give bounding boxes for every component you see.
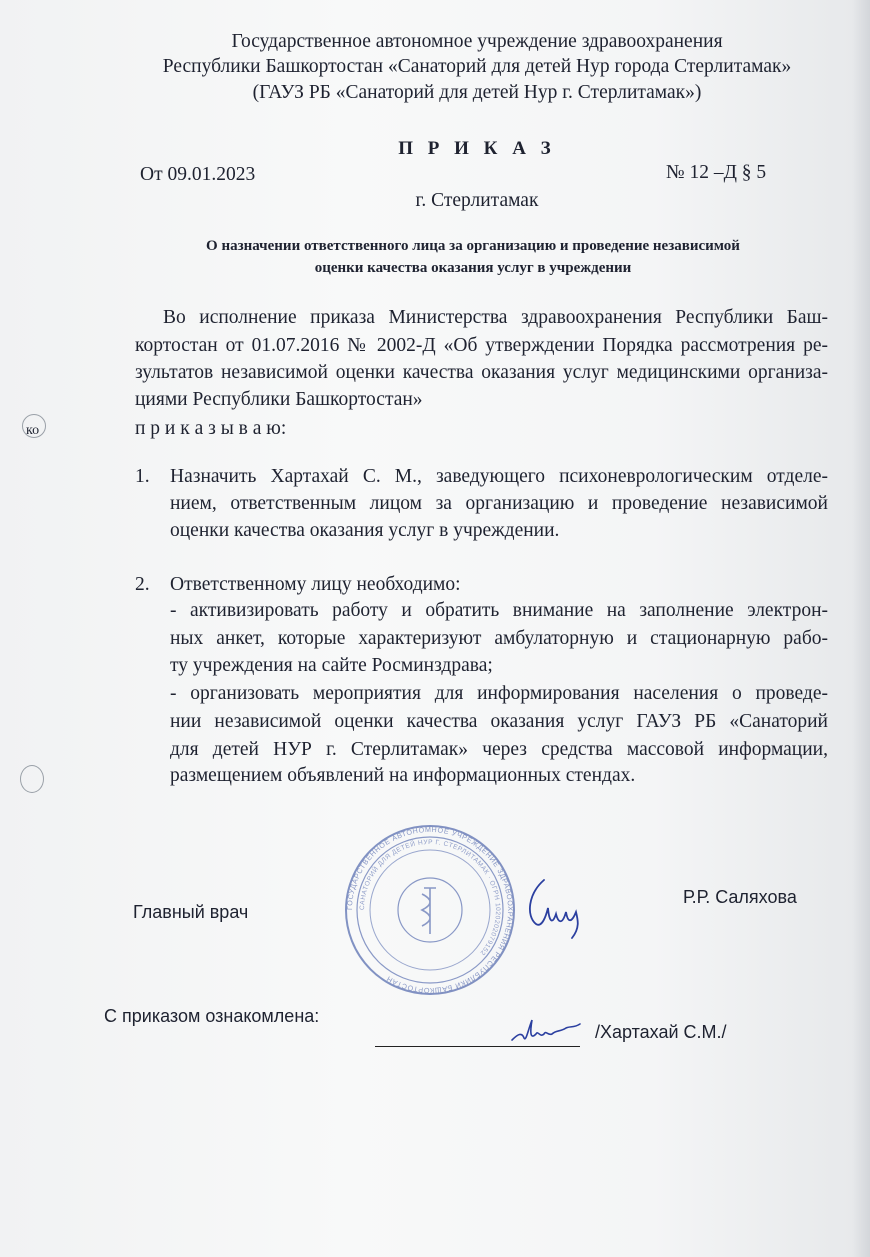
signature-position: Главный врач [133, 902, 249, 922]
item2-line: нии независимой оценки качества оказания услуг ГАУЗ РБ «Санаторий [170, 711, 828, 732]
item2-line: - активизировать работу и обратить внимание на заполнение электрон- [170, 600, 828, 621]
item2-line: размещением объявлений на информационных стендах. [170, 765, 636, 786]
item-number: 1. [135, 466, 150, 487]
director-name: Р.Р. Саляхова [683, 887, 797, 907]
acknowledgement-label: С приказом ознакомлена: [104, 1006, 320, 1026]
official-seal [342, 822, 518, 998]
institution-name-line2: Республики Башкортостан «Санаторий для детей Нур города Стерлитамак» [162, 56, 792, 77]
preamble-line: циями Республики Башкортостан» [135, 389, 423, 410]
item1-line: Назначить Хартахай С. М., заведующего психоневрологическим отделе- [170, 466, 828, 487]
svg-text:ГОСУДАРСТВЕННОЕ АВТОНОМНОЕ УЧР: ГОСУДАРСТВЕННОЕ АВТОНОМНОЕ УЧРЕЖДЕНИЕ ЗДРАВООХРАНЕНИЯ РЕСПУБЛИКИ БАШКОРТОСТАН [344, 824, 516, 996]
institution-short-name: (ГАУЗ РБ «Санаторий для детей Нур г. Стерлитамак») [252, 82, 702, 103]
preamble-line: зультатов независимой оценки качества оказания услуг медицинскими организа- [135, 362, 828, 383]
item1-line: оценки качества оказания услуг в учреждении. [170, 520, 560, 541]
item2-line: Ответственному лицу необходимо: [170, 574, 461, 595]
order-city: г. Стерлитамак [415, 190, 539, 211]
item2-line: для детей НУР г. Стерлитамак» через средства массовой информации, [170, 739, 828, 760]
order-number: № 12 –Д § 5 [666, 162, 767, 183]
item2-line: ту учреждения на сайте Росминздрава; [170, 655, 493, 676]
director-signature [522, 872, 594, 944]
page-edge-shadow [852, 0, 870, 1257]
item2-line: ных анкет, которые характеризуют амбулаторную и стационарную рабо- [170, 628, 828, 649]
item-number: 2. [135, 574, 150, 595]
order-subject-line2: оценки качества оказания услуг в учреждении [314, 260, 632, 276]
institution-name-line1: Государственное автономное учреждение здравоохранения [231, 31, 723, 52]
preamble-line: Во исполнение приказа Министерства здравоохранения Республики Баш- [163, 307, 828, 328]
svg-text:САНАТОРИЙ ДЛЯ ДЕТЕЙ НУР Г. СТЕ: САНАТОРИЙ ДЛЯ ДЕТЕЙ НУР Г. СТЕРЛИТАМАК · ОГРН 1020202079152 [358, 838, 502, 957]
margin-note: ко [26, 423, 40, 438]
item2-line: - организовать мероприятия для информирования населения о проведе- [170, 683, 828, 704]
preamble-line: кортостан от 01.07.2016 № 2002-Д «Об утверждении Порядка рассмотрения ре- [135, 335, 828, 356]
order-subject-line1: О назначении ответственного лица за организацию и проведение независимой [206, 238, 740, 254]
item1-line: нием, ответственным лицом за организацию и проведение независимой [170, 493, 828, 514]
employee-name: /Хартахай С.М./ [595, 1022, 727, 1042]
punch-hole-bottom [20, 765, 44, 793]
employee-signature [508, 1012, 584, 1048]
order-date: От 09.01.2023 [140, 164, 256, 185]
directive-word: п р и к а з ы в а ю: [135, 418, 287, 439]
order-title: П Р И К А З [398, 138, 556, 159]
